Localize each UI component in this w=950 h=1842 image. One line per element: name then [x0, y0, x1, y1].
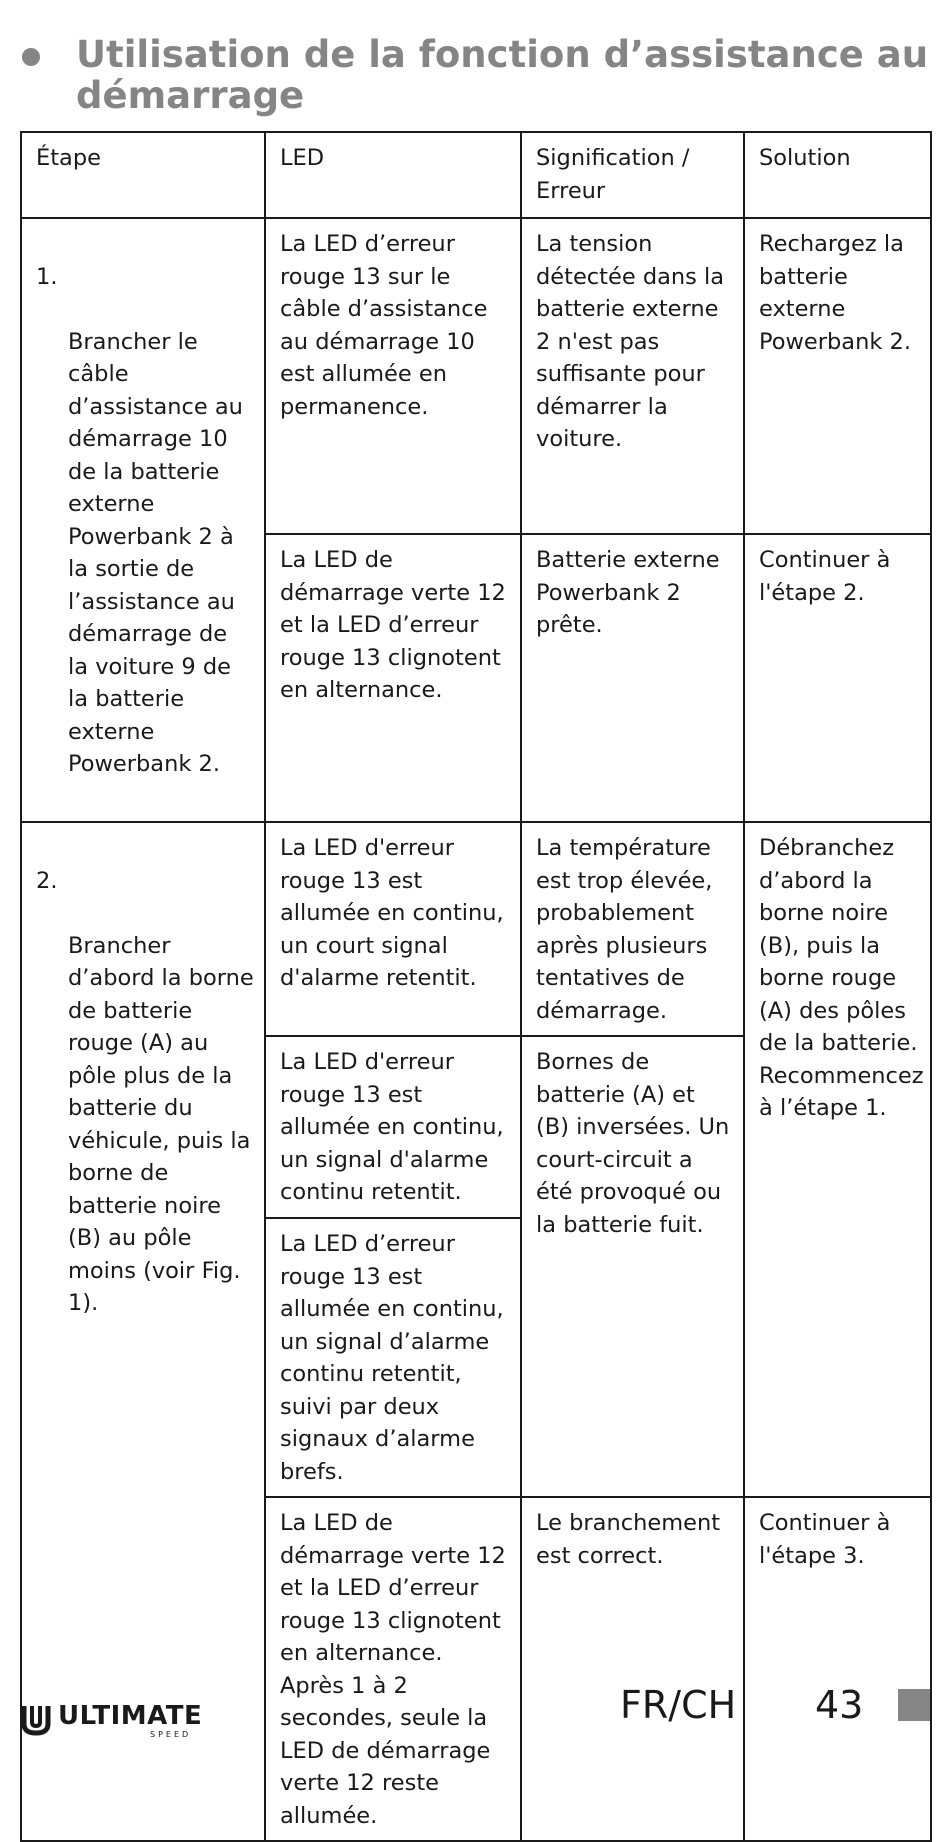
page-marker-square — [898, 1689, 930, 1721]
table-header-row — [21, 132, 931, 218]
bullet-icon — [22, 48, 40, 66]
step-2-meaning-1: La température est trop élevée, probablement après plusieurs tentatives de démarrage. — [521, 822, 744, 1036]
step-2-led-2: La LED d'erreur rouge 13 est allumée en continu, un signal d'alarme continu retentit. — [265, 1036, 521, 1218]
step-2-led-3: La LED d’erreur rouge 13 est allumée en continu, un signal d’alarme continu retentit, suivi par deux signaux d’alarme brefs. — [265, 1218, 521, 1497]
jump-start-table — [20, 131, 932, 1842]
language-code: FR/CH — [620, 1683, 737, 1727]
step-1-number: 1. — [36, 263, 58, 290]
step-2-led-1: La LED d'erreur rouge 13 est allumée en continu, un court signal d'alarme retentit. — [265, 822, 521, 1036]
ultimate-logo-icon — [20, 1702, 52, 1736]
step-2-cell — [21, 822, 265, 1841]
step-1-cell — [21, 218, 265, 822]
step-1-solution-1: Rechargez la batterie externe Powerbank 2. — [744, 218, 931, 534]
brand-logo — [20, 1702, 210, 1738]
header-led: LED — [265, 132, 521, 218]
step-2-number: 2. — [36, 867, 58, 894]
table-row — [21, 822, 931, 1036]
step-2-solution-4: Continuer à l'étape 3. — [744, 1497, 931, 1841]
page-number: 43 — [815, 1683, 864, 1727]
table-row — [21, 218, 931, 534]
step-2-solution-1: Débranchez d’abord la borne noire (B), puis la borne rouge (A) des pôles de la batterie. Recommencez à l’étape 1. — [744, 822, 931, 1497]
section-title: Utilisation de la fonction d’assistance au démarrage — [76, 33, 929, 117]
header-signification: Signification / Erreur — [521, 132, 744, 218]
step-2-meaning-4: Le branchement est correct. — [521, 1497, 744, 1841]
step-1-led-1: La LED d’erreur rouge 13 sur le câble d’assistance au démarrage 10 est allumée en permanence. — [265, 218, 521, 534]
step-2-text: Brancher d’abord la borne de batterie rouge (A) au pôle plus de la batterie du véhicule, puis la borne de batterie noire (B) au pôle moins (voir Fig. 1). — [68, 932, 254, 1316]
step-1-solution-2: Continuer à l'étape 2. — [744, 534, 931, 822]
step-2-meaning-2: Bornes de batterie (A) et (B) inversées. Un court-circuit a été provoqué ou la batterie fuit. — [521, 1036, 744, 1497]
brand-sub: SPEED — [150, 1730, 192, 1739]
step-1-meaning-1: La tension détectée dans la batterie externe 2 n'est pas suffisante pour démarrer la voiture. — [521, 218, 744, 534]
step-1-text: Brancher le câble d’assistance au démarrage 10 de la batterie externe Powerbank 2 à la sortie de l’assistance au démarrage de la voiture 9 de la batterie externe Powerbank 2. — [68, 328, 243, 777]
step-1-led-2: La LED de démarrage verte 12 et la LED d’erreur rouge 13 clignotent en alternance. — [265, 534, 521, 822]
step-1-meaning-2: Batterie externe Powerbank 2 prête. — [521, 534, 744, 822]
header-solution: Solution — [744, 132, 931, 218]
step-2-led-4: La LED de démarrage verte 12 et la LED d’erreur rouge 13 clignotent en alternance. Après 1 à 2 secondes, seule la LED de démarrage verte 12 reste allumée. — [265, 1497, 521, 1841]
header-etape: Étape — [21, 132, 265, 218]
brand-name: ULTIMATE — [58, 1701, 203, 1731]
